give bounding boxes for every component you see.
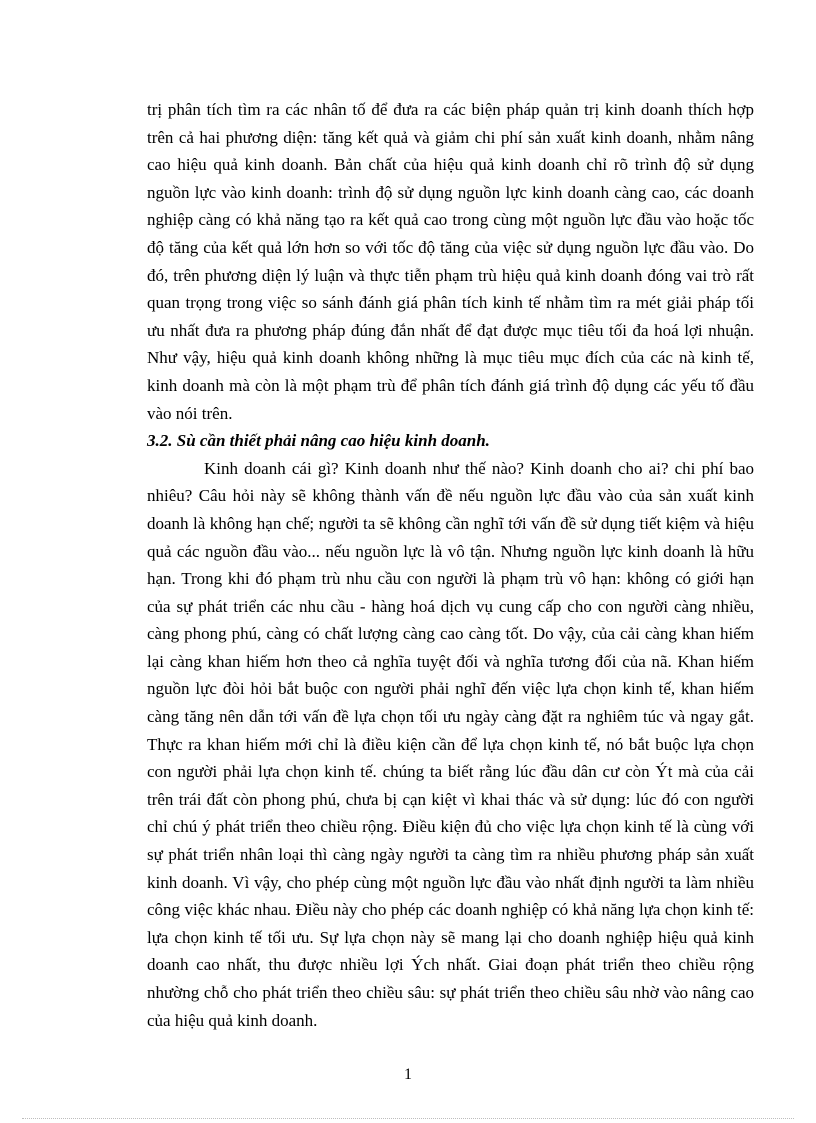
paragraph-2: Kinh doanh cái gì? Kinh doanh như thế nào? Kinh doanh cho ai? chi phí bao nhiêu? Câu hỏi này sẽ không thành vấn đề nếu nguồn lực đầu vào của sản xuất kinh doanh là không hạn chế; người ta sẽ không cần nghĩ tới vấn đề sử dụng tiết kiệm và hiệu quả các nguồn đầu vào... nếu nguồn lực là vô tận. Nhưng nguồn lực kinh doanh là hữu hạn. Trong khi đó phạm trù nhu cầu con người là phạm trù vô hạn: không có giới hạn của sự phát triển các nhu cầu - hàng hoá dịch vụ cung cấp cho con người càng nhiều, càng phong phú, càng có chất lượng càng cao càng tốt. Do vậy, của cải càng khan hiếm lại càng khan hiếm hơn theo cả nghĩa tuyệt đối và nghĩa tương đối của nã. Khan hiếm nguồn lực đòi hỏi bắt buộc con người phải nghĩ đến việc lựa chọn kinh tế, khan hiếm càng tăng nên dẫn tới vấn đề lựa chọn tối ưu ngày càng đặt ra nghiêm túc và ngay gắt. Thực ra khan hiếm mới chỉ là điều kiện cần để lựa chọn kinh tế, nó bắt buộc lựa chọn con người phải lựa chọn kinh tế. chúng ta biết rằng lúc đầu dân cư còn Ýt mà của cải trên trái đất còn phong phú, chưa bị cạn kiệt vì khai thác và sử dụng: lúc đó con người chỉ chú ý phát triển theo chiều rộng. Điều kiện đủ cho việc lựa chọn kinh tế là cùng với sự phát triển nhân loại thì càng ngày người ta càng tìm ra nhiều phương pháp sản xuất kinh doanh. Vì vậy, cho phép cùng một nguồn lực đầu vào nhất định người ta làm nhiều công việc khác nhau. Điều này cho phép các doanh nghiệp có khả năng lựa chọn kinh tế: lựa chọn kinh tế tối ưu. Sự lựa chọn này sẽ mang lại cho doanh nghiệp hiệu quả kinh doanh cao nhất, thu được nhiều lợi Ých nhất. Giai đoạn phát triển theo chiều rộng nhường chỗ cho phát triển theo chiều sâu: sự phát triển theo chiều sâu nhờ vào nâng cao của hiệu quả kinh doanh. <box>147 458 754 1030</box>
body-text <box>147 96 754 1034</box>
page-number: 1 <box>404 1066 412 1083</box>
section-heading: 3.2. Sù cần thiết phải nâng cao hiệu kinh doanh. <box>147 431 490 451</box>
page-bottom-rule <box>22 1118 794 1119</box>
paragraph-1: trị phân tích tìm ra các nhân tố để đưa ra các biện pháp quản trị kinh doanh thích hợp trên cả hai phương diện: tăng kết quả và giảm chi phí sản xuất kinh doanh, nhằm nâng cao hiệu quả kinh doanh. Bản chất của hiệu quả kinh doanh chỉ rõ trình độ sử dụng nguồn lực vào kinh doanh: trình độ sử dụng nguồn lực kinh doanh càng cao, các doanh nghiệp càng có khả năng tạo ra kết quả cao trong cùng một nguồn lực đầu vào hoặc tốc độ tăng của kết quả lớn hơn so với tốc độ tăng của việc sử dụng nguồn lực đầu vào. Do đó, trên phương diện lý luận và thực tiễn phạm trù hiệu quả kinh doanh đóng vai trò rất quan trọng trong việc so sánh đánh giá phân tích kinh tế nhằm tìm ra mét giải pháp tối ưu nhất đưa ra phương pháp đúng đắn nhất để đạt được mục tiêu tối đa hoá lợi nhuận. Như vậy, hiệu quả kinh doanh không những là mục tiêu mục đích của các nà kinh tế, kinh doanh mà còn là một phạm trù để phân tích đánh giá trình độ dụng các yếu tố đầu vào nói trên. <box>147 100 754 423</box>
